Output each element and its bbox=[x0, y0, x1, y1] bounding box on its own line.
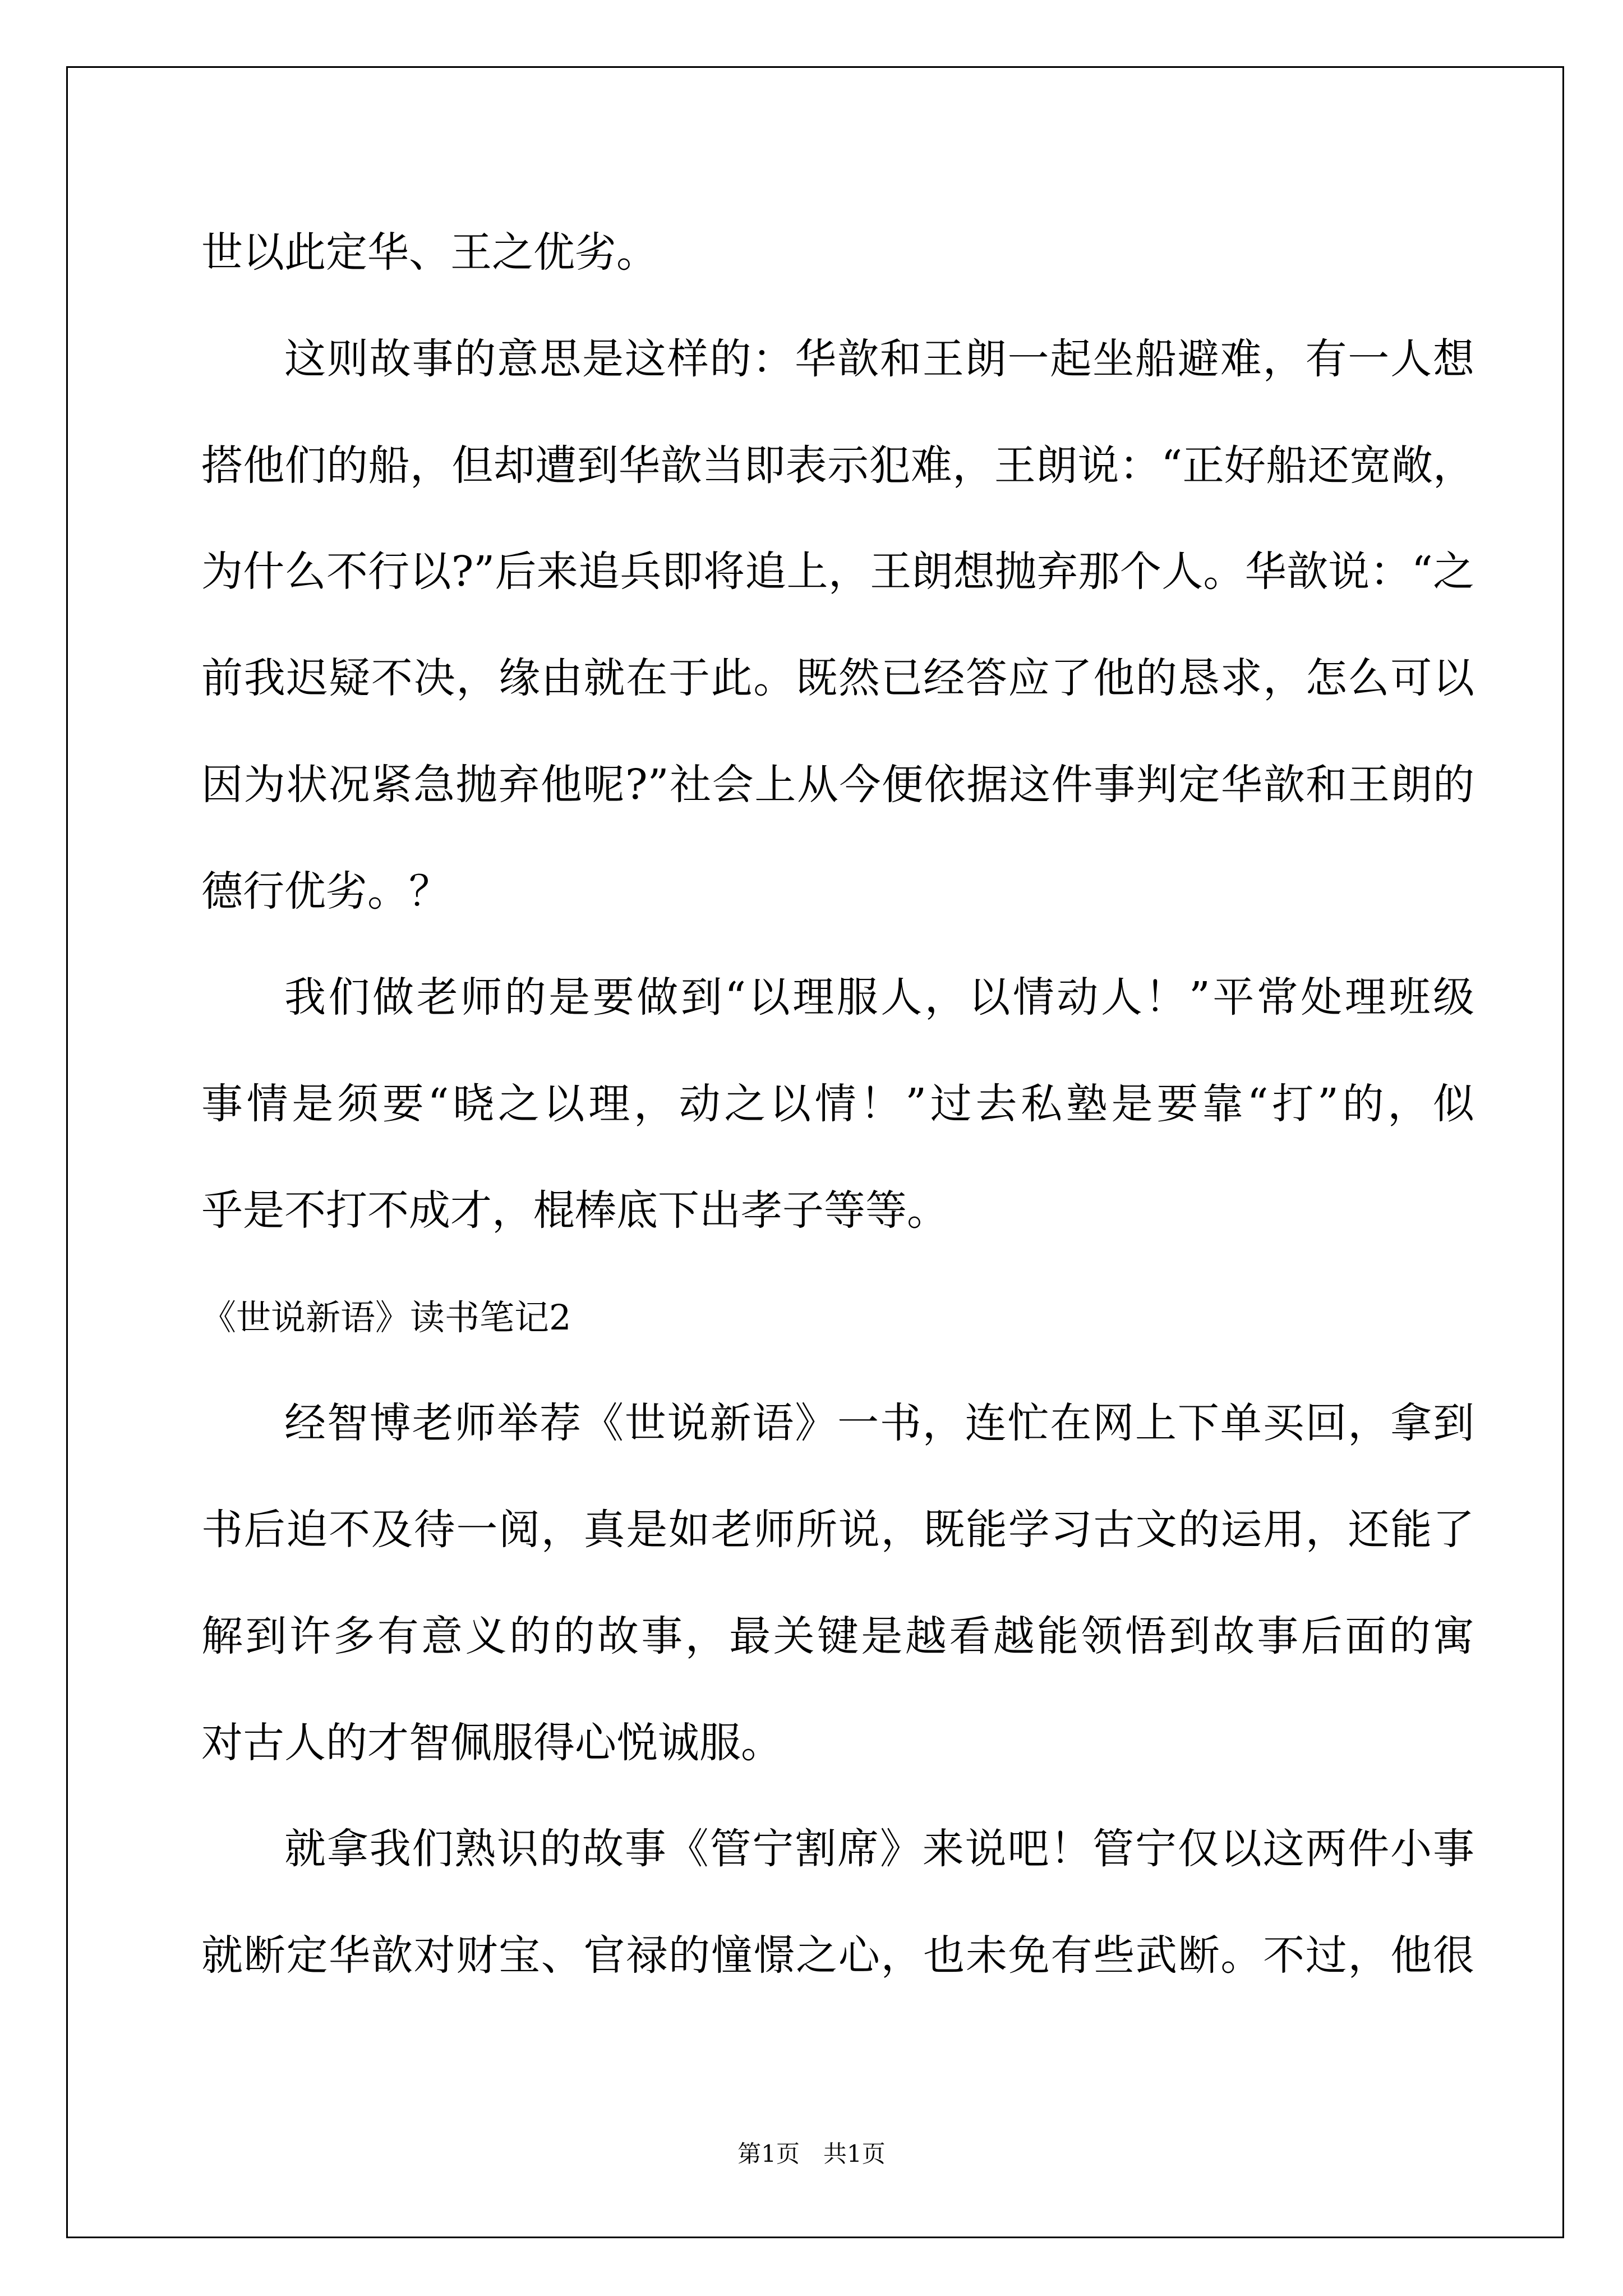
paragraph-line: 搭他们的船，但却遭到华歆当即表示犯难，王朗说：“正好船还宽敞， bbox=[201, 441, 1474, 490]
paragraph-line: 解到许多有意义的的故事，最关键是越看越能领悟到故事后面的寓 bbox=[201, 1612, 1474, 1660]
paragraph-line: 就断定华歆对财宝、官禄的憧憬之心，也未免有些武断。不过，他很 bbox=[201, 1931, 1474, 1980]
paragraph-line: 经智博老师举荐《世说新语》一书，连忙在网上下单买回，拿到 bbox=[284, 1399, 1474, 1448]
paragraph-line: 世以此定华、王之优劣。 bbox=[201, 228, 658, 277]
paragraph-line: 前我迟疑不决，缘由就在于此。既然已经答应了他的恳求，怎么可以 bbox=[201, 654, 1474, 702]
paragraph-line: 因为状况紧急抛弃他呢?”社会上从今便依据这件事判定华歆和王朗的 bbox=[201, 760, 1474, 809]
paragraph-line: 德行优劣。？ bbox=[201, 867, 450, 915]
paragraph-line: 对古人的才智佩服得心悦诚服。 bbox=[201, 1718, 782, 1767]
document-body bbox=[201, 200, 1474, 2009]
paragraph-line: 乎是不打不成才，棍棒底下出孝子等等。 bbox=[201, 1186, 948, 1235]
paragraph-line: 为什么不行以?”后来追兵即将追上，王朗想抛弃那个人。华歆说：“之 bbox=[201, 547, 1474, 596]
paragraph-line: 这则故事的意思是这样的：华歆和王朗一起坐船避难，有一人想 bbox=[284, 334, 1474, 383]
paragraph-line: 我们做老师的是要做到“以理服人，以情动人！”平常处理班级 bbox=[284, 973, 1474, 1022]
section-heading: 《世说新语》读书笔记2 bbox=[201, 1296, 571, 1338]
paragraph-line: 事情是须要“晓之以理，动之以情！”过去私塾是要靠“打”的，似 bbox=[201, 1080, 1474, 1128]
page-footer: 第1页 共1页 bbox=[737, 2140, 886, 2168]
paragraph-line: 书后迫不及待一阅，真是如老师所说，既能学习古文的运用，还能了 bbox=[201, 1506, 1474, 1554]
paragraph-line: 就拿我们熟识的故事《管宁割席》来说吧！管宁仅以这两件小事 bbox=[284, 1825, 1474, 1874]
